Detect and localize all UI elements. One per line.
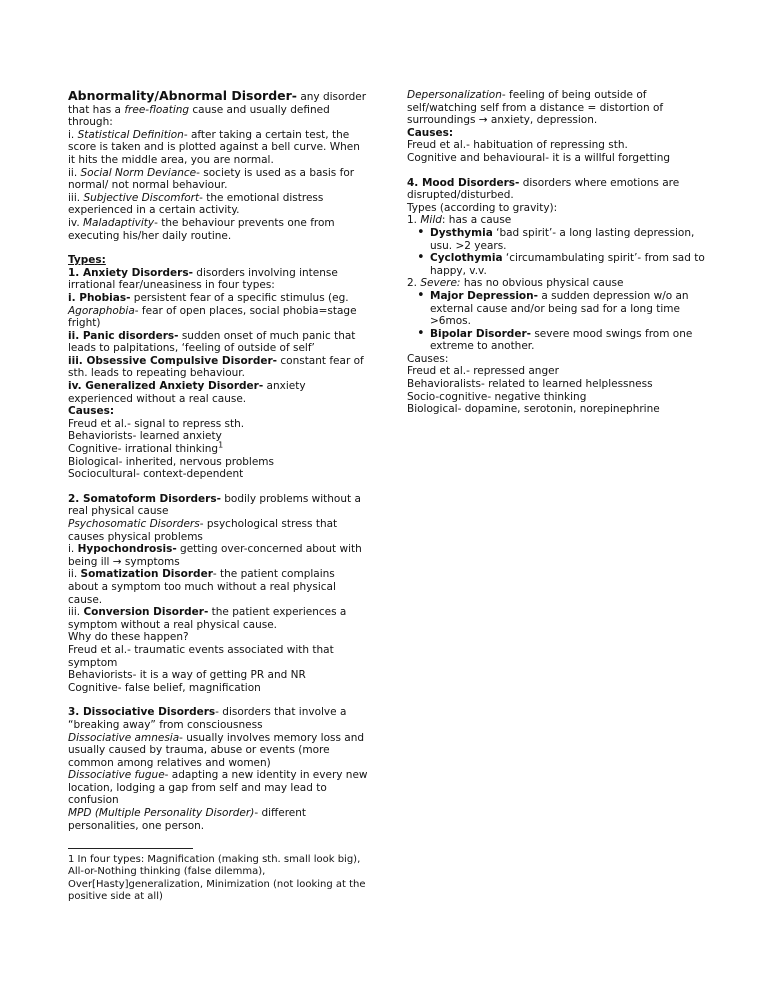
mood-cause-freud: Freud et al.- repressed anger xyxy=(407,365,559,378)
anxiety-cause-behaviorists: Behaviorists- learned anxiety xyxy=(68,430,222,443)
anxiety-heading: 1. Anxiety Disorders- disorders involving intense irrational fear/uneasiness in four types: xyxy=(68,266,338,292)
psychosomatic-item: Psychosomatic Disorders- psychological stress that causes physical problems xyxy=(68,518,338,543)
dissociative-causes-label: Causes: xyxy=(407,126,454,139)
depersonalization-item: Depersonalization- feeling of being outside of self/watching self from a distance = distortion of surroundings → anxiety, depression. xyxy=(407,89,664,127)
anxiety-cause-biological: Biological- inherited, nervous problems xyxy=(68,455,275,468)
right-column xyxy=(407,89,712,416)
definition-social-norm: ii. Social Norm Deviance- society is used as a basis for normal/ not normal behaviour. xyxy=(68,166,355,192)
mood-cause-socio-cognitive: Socio-cognitive- negative thinking xyxy=(407,390,587,403)
mood-cause-biological: Biological- dopamine, serotonin, norepinephrine xyxy=(407,403,660,416)
dissociative-heading: 3. Dissociative Disorders- disorders that involve a “breaking away” from consciousness xyxy=(68,706,347,731)
why-question: Why do these happen? xyxy=(68,631,189,644)
hypochondrosis-item: i. Hypochondrosis- getting over-concerned about with being ill → symptoms xyxy=(68,543,362,568)
amnesia-item: Dissociative amnesia- usually involves memory loss and usually caused by trauma, abuse or events (more common among relatives and women) xyxy=(68,731,365,769)
definition-maladaptivity: iv. Maladaptivity- the behaviour prevents one from executing his/her daily routine. xyxy=(68,216,335,242)
definition-statistical: i. Statistical Definition- after taking a certain test, the score is taken and is plotted against a bell curve. When it hits the middle area, you are normal. xyxy=(68,128,360,166)
mood-heading: 4. Mood Disorders- disorders where emotions are disrupted/disturbed. xyxy=(407,176,680,202)
dissociative-cause-cognitive: Cognitive and behavioural- it is a willful forgetting xyxy=(407,151,671,164)
document-title: Abnormality/Abnormal Disorder- xyxy=(68,88,297,103)
mood-types: Types (according to gravity): xyxy=(407,201,558,214)
phobias-item: i. Phobias- persistent fear of a specific stimulus (eg. Agoraphobia- fear of open places, social phobia=stage fright) xyxy=(68,291,357,330)
somatoform-heading: 2. Somatoform Disorders- bodily problems without a real physical cause xyxy=(68,492,361,518)
mood-causes-label: Causes: xyxy=(407,352,449,365)
fugue-item: Dissociative fugue- adapting a new identity in every new location, lodging a gap from self and may lead to confusion xyxy=(68,769,368,807)
mood-cause-behavioralists: Behavioralists- related to learned helplessness xyxy=(407,378,653,391)
somatization-item: ii. Somatization Disorder- the patient complains about a symptom too much without a real physical cause. xyxy=(68,568,336,606)
definition-subjective: iii. Subjective Discomfort- the emotional distress experienced in a certain activity. xyxy=(68,191,324,217)
intro-paragraph: Abnormality/Abnormal Disorder- any disorder that has a free-floating cause and usually defined through: xyxy=(68,88,367,129)
gad-item: iv. Generalized Anxiety Disorder- anxiety experienced without a real cause. xyxy=(68,380,306,405)
dysthymia-bullet: • Dysthymia ‘bad spirit’- a long lasting depression, usu. >2 years. xyxy=(407,227,712,252)
anxiety-causes-label: Causes: xyxy=(68,405,115,418)
left-column xyxy=(68,90,368,832)
anxiety-cause-cognitive: Cognitive- irrational thinking$^1$ xyxy=(68,440,224,456)
footnote-text: 1 In four types: Magnification (making sth. small look big), All-or-Nothing thinking (false dilemma), Over[Hasty]generalization, Minimization (not looking at the positive side at all) xyxy=(68,854,366,902)
why-cognitive: Cognitive- false belief, magnification xyxy=(68,681,261,694)
severe-item: 2. Severe: has no obvious physical cause xyxy=(407,277,624,290)
anxiety-cause-sociocultural: Sociocultural- context-dependent xyxy=(68,468,244,481)
anxiety-cause-freud: Freud et al.- signal to repress sth. xyxy=(68,417,245,430)
cyclothymia-bullet: • Cyclothymia ‘circumambulating spirit’- from sad to happy, v.v. xyxy=(407,252,712,277)
conversion-item: iii. Conversion Disorder- the patient experiences a symptom without a real physical cause. xyxy=(68,606,347,631)
major-depression-bullet: • Major Depression- a sudden depression w/o an external cause and/or being sad for a long time >6mos. xyxy=(407,290,712,328)
why-freud: Freud et al.- traumatic events associated with that symptom xyxy=(68,643,334,669)
panic-item: ii. Panic disorders- sudden onset of much panic that leads to palpitations, ‘feeling of outside of self’ xyxy=(68,329,356,355)
mild-item: 1. Mild: has a cause xyxy=(407,214,512,227)
bipolar-bullet: • Bipolar Disorder- severe mood swings from one extreme to another. xyxy=(407,328,712,353)
footnote-divider xyxy=(68,848,193,849)
footnote-number: 1 xyxy=(68,854,75,865)
footnote xyxy=(68,848,368,903)
mpd-item: MPD (Multiple Personality Disorder)- different personalities, one person. xyxy=(68,807,307,832)
ocd-item: iii. Obsessive Compulsive Disorder- constant fear of sth. leads to repeating behaviour. xyxy=(68,354,364,380)
dissociative-cause-freud: Freud et al.- habituation of repressing sth. xyxy=(407,139,628,152)
why-behaviorists: Behaviorists- it is a way of getting PR and NR xyxy=(68,669,306,682)
footnote-ref[interactable]: 1 xyxy=(218,440,224,450)
types-heading: Types: xyxy=(68,254,106,267)
